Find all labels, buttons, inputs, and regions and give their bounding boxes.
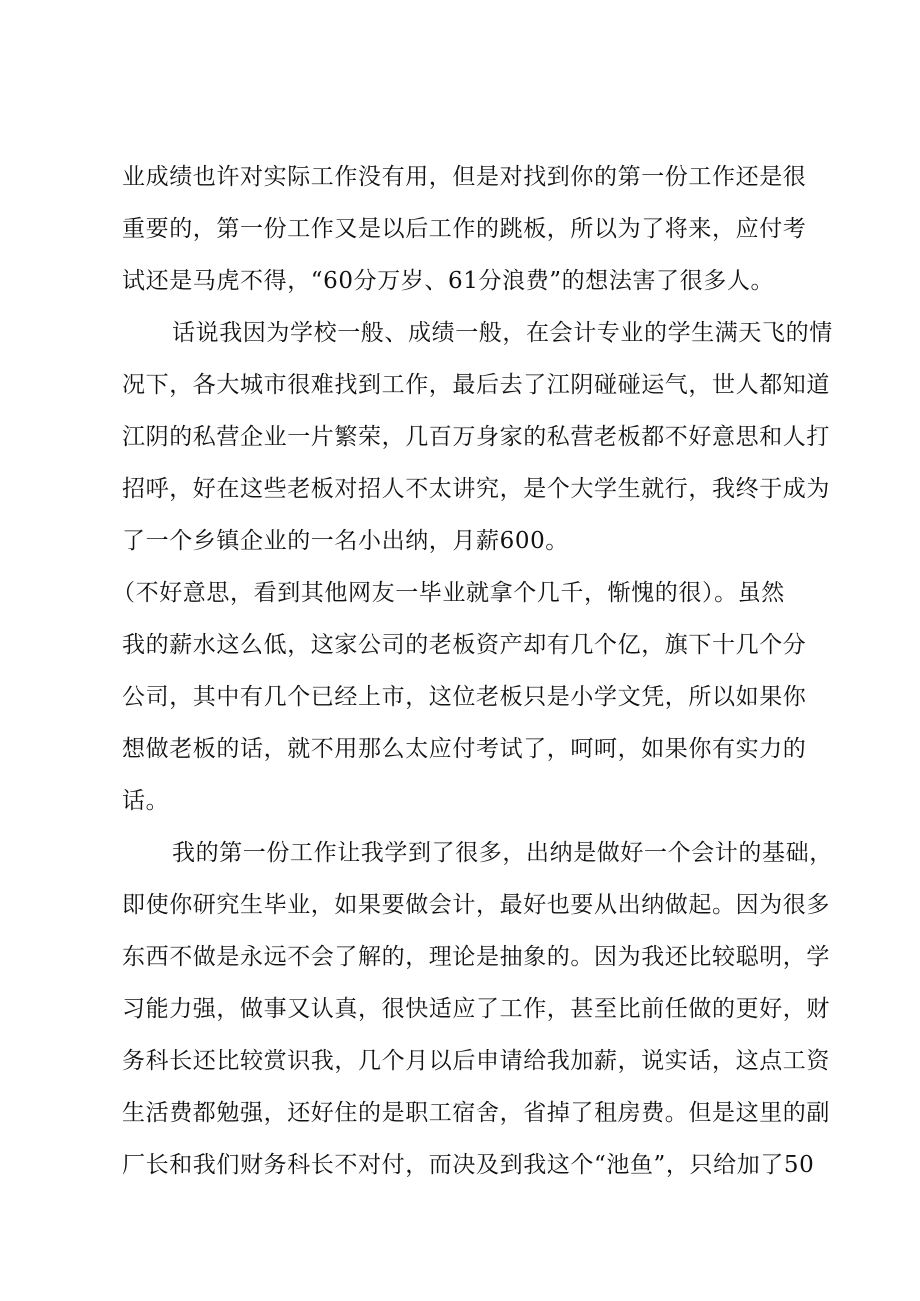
text-line-6: 江阴的私营企业一片繁荣，几百万身家的私营老板都不好意思和人打 [122,424,830,450]
text-line-17: 习能力强，做事又认真，很快适应了工作，甚至比前任做的更好，财 [122,996,830,1022]
text-line-11: 公司，其中有几个已经上市，这位老板只是小学文凭，所以如果你 [122,684,807,710]
text-line-14: 我的第一份工作让我学到了很多，出纳是做好一个会计的基础， [172,840,833,866]
text-line-12: 想做老板的话，就不用那么太应付考试了，呵呵，如果你有实力的 [122,736,807,762]
text-line-7: 招呼，好在这些老板对招人不太讲究，是个大学生就行，我终于成为 [122,476,830,502]
text-line-1: 业成绩也许对实际工作没有用，但是对找到你的第一份工作还是很 [122,164,807,190]
text-line-15: 即使你研究生毕业，如果要做会计，最好也要从出纳做起。因为很多 [122,892,830,918]
text-line-9: （不好意思，看到其他网友一毕业就拿个几千，惭愧的很）。虽然 [112,580,785,606]
text-line-16: 东西不做是永远不会了解的，理论是抽象的。因为我还比较聪明，学 [122,944,830,970]
text-line-3: 试还是马虎不得，“60分万岁、61分浪费”的想法害了很多人。 [122,268,775,294]
text-line-2: 重要的，第一份工作又是以后工作的跳板，所以为了将来，应付考 [122,216,807,242]
text-line-20: 厂长和我们财务科长不对付，而决及到我这个“池鱼”，只给加了50 [122,1152,815,1178]
text-line-4: 话说我因为学校一般、成绩一般，在会计专业的学生满天飞的情 [172,320,833,346]
text-line-13: 话。 [122,788,170,814]
text-line-19: 生活费都勉强，还好住的是职工宿舍，省掉了租房费。但是这里的副 [122,1100,830,1126]
text-line-5: 况下，各大城市很难找到工作，最后去了江阴碰碰运气，世人都知道 [122,372,830,398]
text-line-18: 务科长还比较赏识我，几个月以后申请给我加薪，说实话，这点工资 [122,1048,830,1074]
text-line-10: 我的薪水这么低，这家公司的老板资产却有几个亿，旗下十几个分 [122,632,807,658]
text-line-8: 了一个乡镇企业的一名小出纳，月薪600。 [122,528,569,554]
